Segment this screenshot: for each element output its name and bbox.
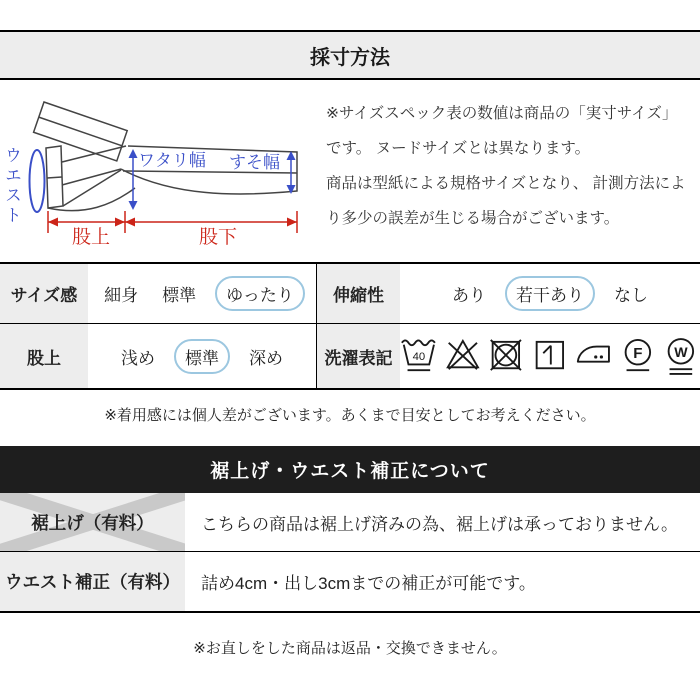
size-feel-header: サイズ感 [0,264,88,323]
wet-clean-W-very-gentle-icon [662,333,700,379]
measurement-section [0,80,700,262]
inseam-label: 股下 [198,227,237,248]
option-regular: 標準 [162,286,197,305]
option-stretch-slight-selected: 若干あり [505,276,595,311]
care-header: 洗濯表記 [316,323,400,388]
thigh-width-label: ワタリ幅 [138,151,206,170]
rise-options [88,323,316,388]
svg-text:W: W [674,343,688,360]
hem-alteration-header: 裾上げ（有料） [31,512,154,533]
size-spec-note-line1: ※サイズスペック表の数値は商品の「実寸サイズ」です。 ヌードサイズとは異なります。 [326,105,678,157]
stretch-header: 伸縮性 [316,264,400,323]
option-loose-selected: ゆったり [215,276,305,311]
measurement-title-bar [0,30,700,80]
option-slim: 細身 [104,286,139,305]
alteration-title: 裾上げ・ウエスト補正について [210,461,490,482]
option-stretch-yes: あり [452,286,486,305]
alteration-table [0,493,700,613]
rise-header: 股上 [0,323,88,388]
waist-alteration-header: ウエスト補正（有料） [5,572,180,592]
fit-note: ※着用感には個人差がございます。あくまで目安としてお考えください。 [104,406,596,424]
option-rise-deep: 深め [249,348,283,368]
waist-alteration-text: 詰め4cm・出し3cmまでの補正が可能です。 [201,574,536,593]
option-rise-regular-selected: 標準 [174,339,230,374]
line-dry-shade-icon [531,333,569,379]
stretch-options [400,264,700,323]
iron-medium-icon [575,333,613,379]
size-feel-options [88,264,316,323]
page-title: 採寸方法 [310,46,390,69]
no-tumble-dry-icon [487,333,525,379]
care-icons-row [400,323,700,388]
hem-alteration-text: こちらの商品は裾上げ済みの為、裾上げは承っておりません。 [185,493,700,552]
svg-text:40: 40 [412,350,426,363]
alteration-banner [0,446,700,493]
waist-measure-ellipse [30,150,45,212]
option-stretch-no: なし [614,286,648,305]
option-rise-low: 浅め [121,348,155,368]
alteration-note: ※お直しをした商品は返品・交換できません。 [193,640,507,657]
waist-alteration-header-cell [0,552,185,611]
pants-diagram [0,90,320,262]
wash-40-gentle-icon [400,333,438,379]
hem-width-label: すそ幅 [229,153,280,172]
no-bleach-icon [444,333,482,379]
hem-alteration-header-cell [0,493,185,552]
spec-table [0,262,700,390]
size-spec-note [326,96,692,236]
rise-label: 股上 [71,227,110,248]
svg-text:F: F [632,344,643,362]
waist-label: ウエスト [2,146,21,226]
size-spec-note-line2: 商品は型紙による規格サイズとなり、 計測方法により多少の誤差が生じる場合がございます。 [326,175,686,227]
dry-clean-F-gentle-icon [619,333,657,379]
